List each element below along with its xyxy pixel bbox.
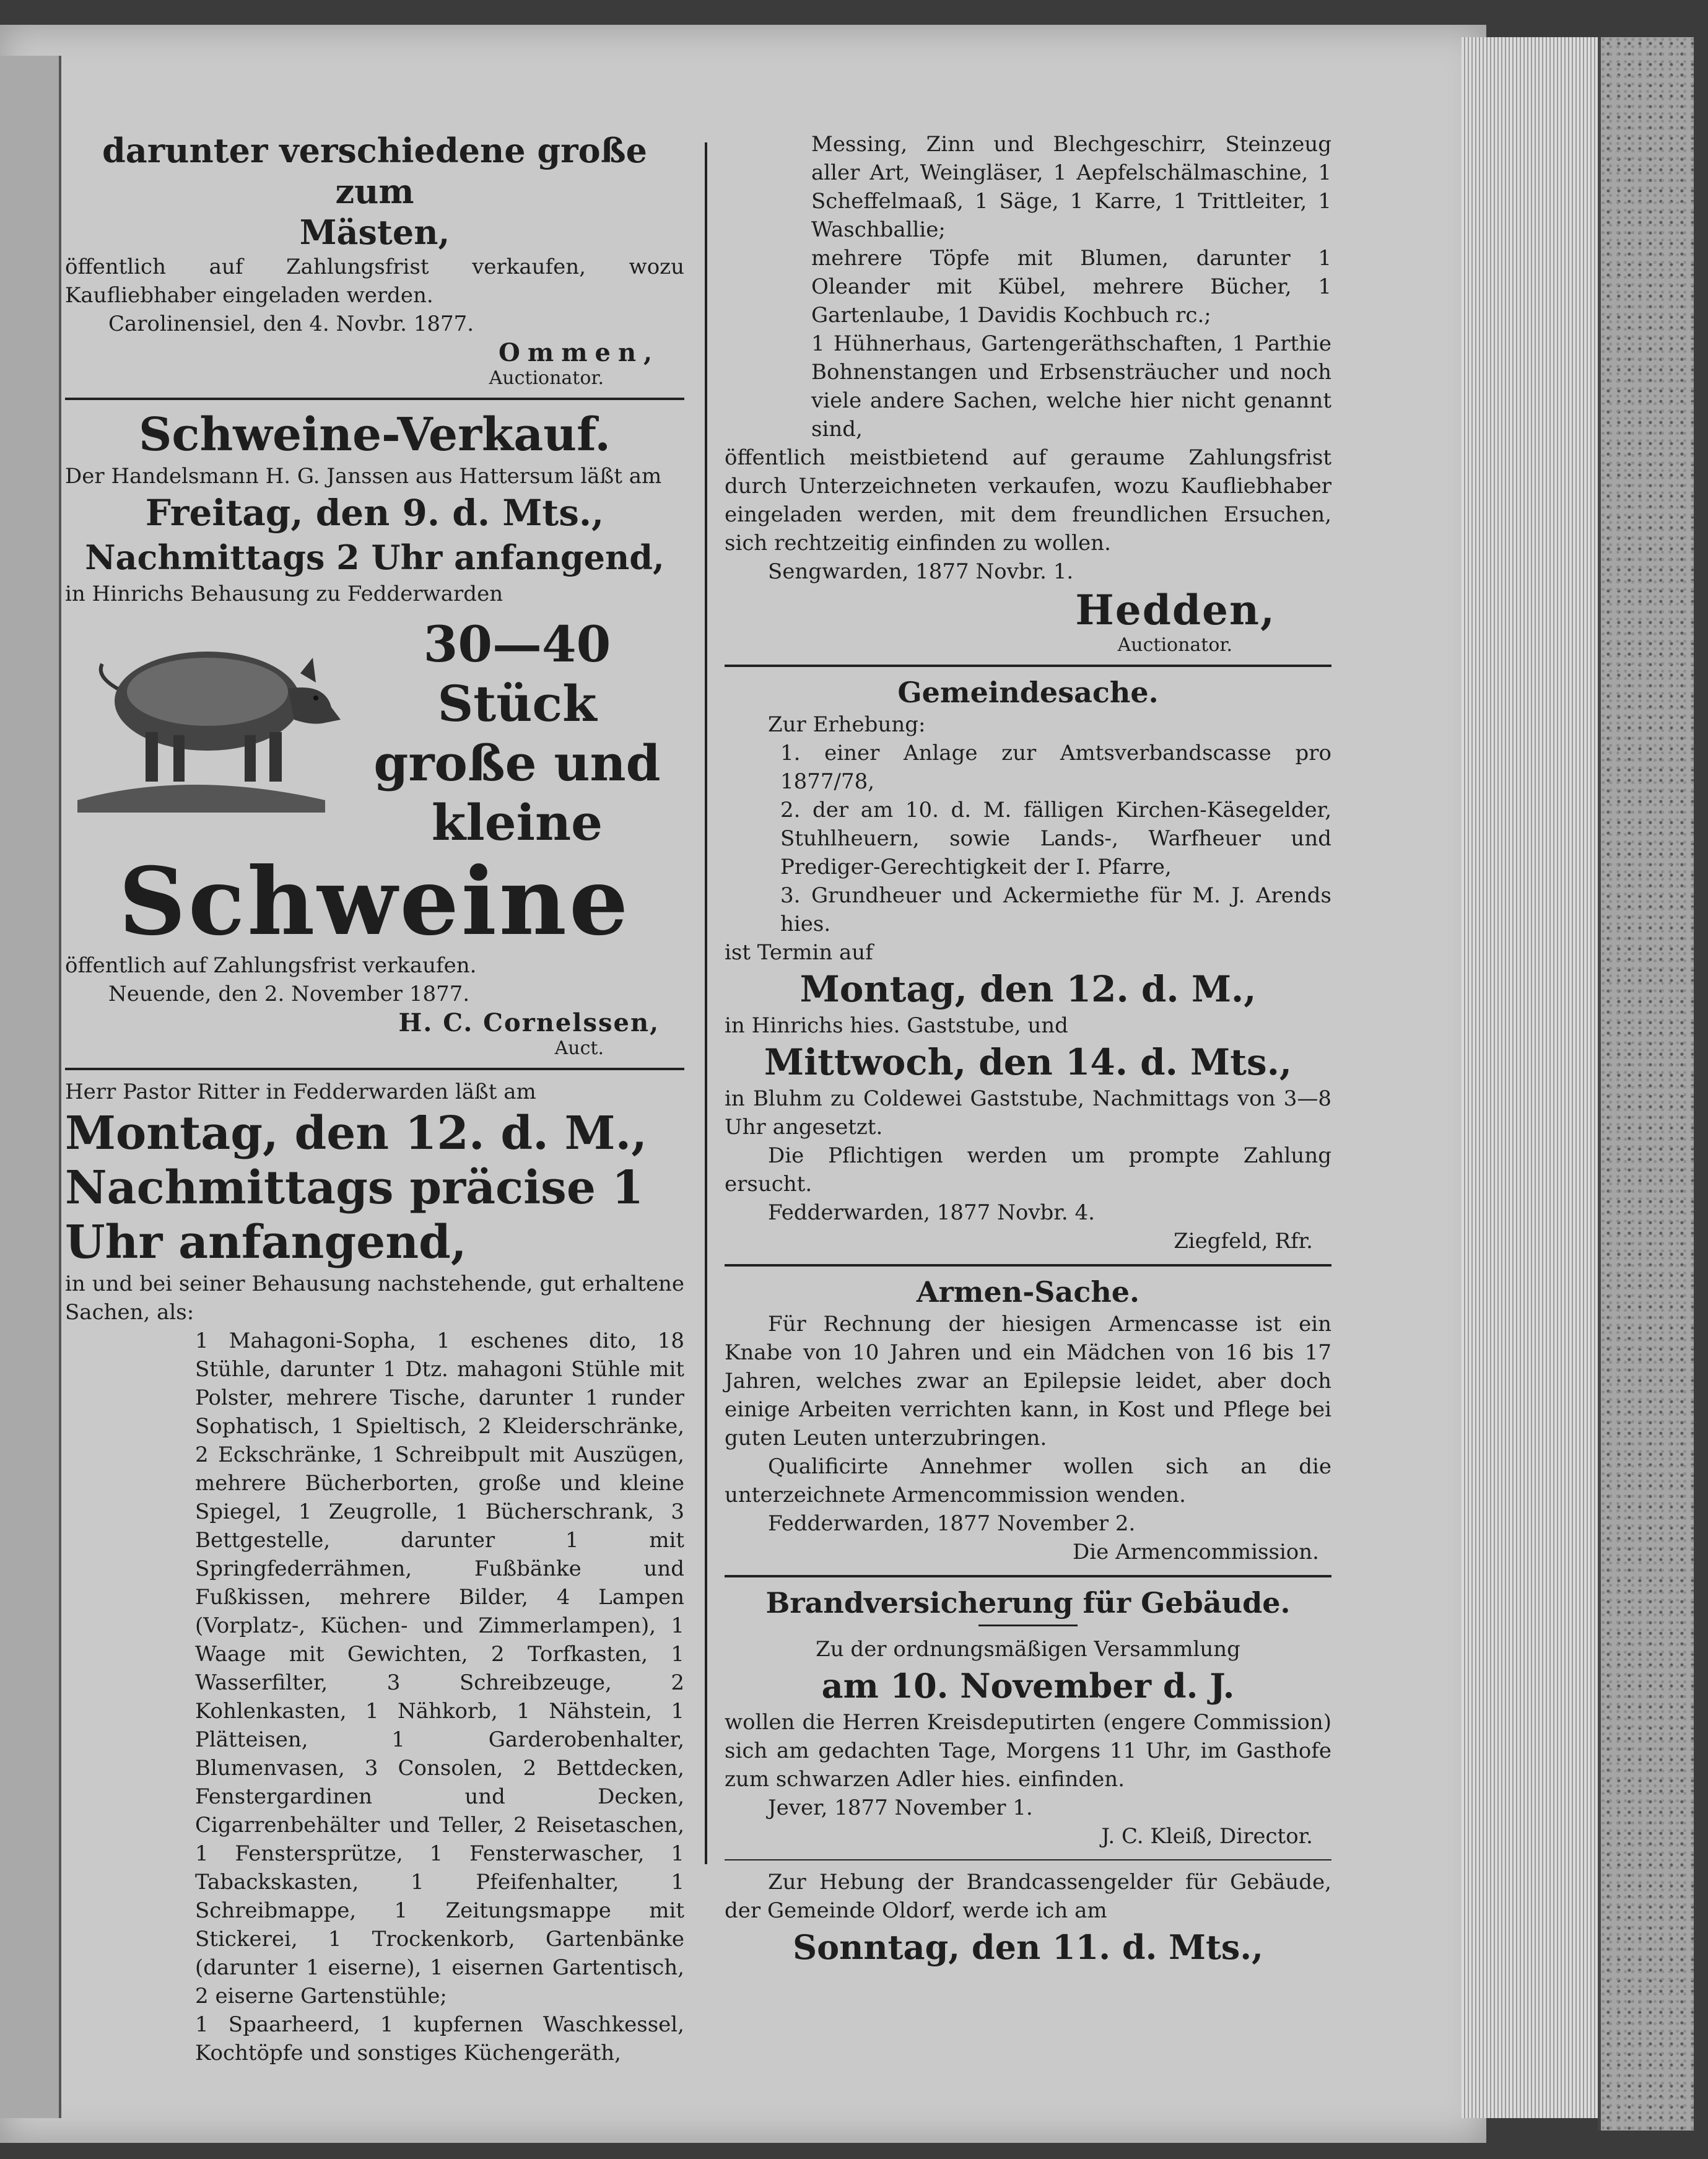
- notice-headline-2: Mästen,: [299, 212, 450, 252]
- notice-signature: Die Armencommission.: [1073, 1540, 1319, 1564]
- notice-place-date: Jever, 1877 November 1.: [768, 1795, 1033, 1820]
- separator: [725, 665, 1331, 667]
- notice-signature: Ommen,: [499, 338, 660, 367]
- notice-oldorf: [725, 1868, 1331, 1969]
- notice-role: Auctionator.: [489, 367, 604, 389]
- notice-signature: H. C. Cornelssen,: [398, 1008, 660, 1037]
- notice-body: Für Rechnung der hiesigen Armencasse ist ein Knabe von 10 Jahren und ein Mädchen von 16 bis 17 Jahren, welches zwar an Epilepsie leidet, aber doch einige Arbeiten verrichten kann, in Kost und Pflege bei guten Leuten unterzubringen.: [725, 1312, 1331, 1450]
- notice-termin: ist Termin auf: [725, 940, 873, 965]
- notice-date-line: Sonntag, den 11. d. Mts.,: [793, 1927, 1263, 1967]
- short-rule: [978, 1625, 1078, 1626]
- notice-date-line: Montag, den 12. d. M.,: [65, 1107, 648, 1160]
- notice-location: in Hinrichs hies. Gaststube, und: [725, 1013, 1068, 1038]
- section-title: Armen-Sache.: [916, 1275, 1140, 1309]
- schweine-heading: Schweine: [118, 847, 631, 956]
- notice-signature: Ziegfeld, Rfr.: [1174, 1229, 1313, 1254]
- separator: [65, 398, 684, 400]
- item-list: 1 Mahagoni-Sopha, 1 eschenes dito, 18 Stühle, darunter 1 Dtz. mahagoni Stühle mit Polster, mehrere Tische, darunter 1 runder Sophatisch, 1 Spieltisch, 2 Kleiderschränke, 2 Eckschränke, 1 Schreibpult mit Auszügen, mehrere Bücherborten, große und kleine Spiegel, 1 Zeugrolle, 1 Bücherschrank, 3 Bettgestelle, darunter 1 mit Springfederrähmen, Fußbänke und Fußkissen, mehrere Bilder, 4 Lampen (Vorplatz-, Küchen- und Zimmerlampen), 1 Waage mit Gewichten, 2 Torfkasten, 1 Wasserfilter, 3 Schreibzeuge, 2 Kohlenkasten, 1 Nähkorb, 1 Nähstein, 1 Plätteisen, 1 Garderobenhalter, Blumenvasen, 3 Consolen, 2 Bettdecken, Fenstergardinen und Decken, Cigarrenbehälter und Teller, 2 Reisetaschen, 1 Fenstersprütze, 1 Fensterwascher, 1 Tabackskasten, 1 Pfeifenhalter, 1 Schreibmappe, 1 Zeitungsmappe mit Stickerei, 1 Trockenkorb, Gartenbänke (darunter 1 eiserne), 1 eisernen Gartentisch, 2 eiserne Gartenstühle;: [195, 1328, 684, 2009]
- notice-intro: Zur Erhebung:: [768, 712, 926, 737]
- pig-illustration-icon: [65, 614, 350, 825]
- pig-text: [350, 614, 684, 852]
- pig-block: [65, 614, 684, 852]
- notice-gemeindesache: [725, 674, 1331, 1255]
- notice-date-line: Freitag, den 9. d. Mts.,: [145, 492, 604, 534]
- notice-intro: Der Handelsmann H. G. Janssen aus Hattersum läßt am: [65, 464, 662, 489]
- notice-role: Auct.: [554, 1037, 604, 1059]
- separator: [725, 1859, 1331, 1860]
- list-item-2: 2. der am 10. d. M. fälligen Kirchen-Käsegelder, Stuhlheuern, sowie Lands-, Warfheuer und Prediger-Gerechtigkeit der I. Pfarre,: [780, 798, 1331, 879]
- item-list-2: mehrere Töpfe mit Blumen, darunter 1 Oleander mit Kübel, mehrere Bücher, 1 Gartenlaube, 1 Davidis Kochbuch rc.;: [811, 246, 1331, 328]
- notice-date-line-2: Mittwoch, den 14. d. Mts.,: [764, 1041, 1292, 1083]
- notice-place-date: Neuende, den 2. November 1877.: [108, 982, 470, 1006]
- separator: [725, 1264, 1331, 1267]
- size-line-2: kleine: [431, 793, 603, 852]
- section-title: Gemeindesache.: [897, 676, 1159, 709]
- notice-title: Schweine-Verkauf.: [138, 408, 611, 461]
- notice-date-line: Montag, den 12. d. M.,: [800, 968, 1257, 1010]
- notice-time-line-2: Uhr anfangend,: [65, 1216, 467, 1269]
- notice-place-date: Sengwarden, 1877 Novbr. 1.: [768, 559, 1074, 584]
- item-list: Messing, Zinn und Blechgeschirr, Steinzeug aller Art, Weingläser, 1 Aepfelschälmaschine, 1 Scheffelmaaß, 1 Säge, 1 Karre, 1 Trittleiter, 1 Waschballie;: [811, 132, 1331, 242]
- notice-body: in und bei seiner Behausung nachstehende, gut erhaltene Sachen, als:: [65, 1271, 684, 1325]
- notice-body: öffentlich auf Zahlungsfrist verkaufen.: [65, 953, 477, 978]
- notice-intro: Herr Pastor Ritter in Fedderwarden läßt am: [65, 1080, 536, 1104]
- notice-location: in Hinrichs Behausung zu Fedderwarden: [65, 582, 503, 606]
- previous-page-edge: [0, 56, 61, 2118]
- separator: [65, 1068, 684, 1070]
- notice-date-line: am 10. November d. J.: [821, 1666, 1235, 1706]
- item-list-2: 1 Spaarheerd, 1 kupfernen Waschkessel, Kochtöpfe und sonstiges Küchengeräth,: [195, 2012, 684, 2065]
- notice-role: Auctionator.: [1117, 634, 1232, 656]
- column-divider: [705, 142, 707, 1864]
- notice-intro: Zu der ordnungsmäßigen Versammlung: [816, 1637, 1240, 1662]
- notice-time-line: Nachmittags präcise 1: [65, 1161, 644, 1215]
- notice-location-2: in Bluhm zu Coldewei Gaststube, Nachmittags von 3—8 Uhr angesetzt.: [725, 1086, 1331, 1140]
- notice-place-date: Fedderwarden, 1877 Novbr. 4.: [768, 1200, 1095, 1225]
- notice-schweine-verkauf: [65, 408, 684, 1059]
- page-stack-edges: [1462, 37, 1598, 2118]
- book-cover-edge: [1598, 37, 1694, 2131]
- notice-body: Zur Hebung der Brandcassengelder für Gebäude, der Gemeinde Oldorf, werde ich am: [725, 1870, 1331, 1923]
- notice-body: öffentlich meistbietend auf geraume Zahlungsfrist durch Unterzeichneten verkaufen, wozu Kaufliebhaber eingeladen werden, mit dem freundlichen Ersuchen, sich rechtzeitig einfinden zu wollen.: [725, 445, 1331, 556]
- left-column: [65, 130, 684, 2067]
- notice-place-date: Fedderwarden, 1877 November 2.: [768, 1511, 1136, 1536]
- section-title: Brandversicherung für Gebäude.: [765, 1586, 1291, 1620]
- notice-signature: Hedden,: [1075, 586, 1276, 634]
- notice-pastor-ritter: [65, 1078, 684, 2067]
- notice-body: öffentlich auf Zahlungsfrist verkaufen, wozu Kaufliebhaber eingeladen werden.: [65, 255, 684, 308]
- item-list-3: 1 Hühnerhaus, Gartengeräthschaften, 1 Parthie Bohnenstangen und Erbsensträucher und noch viele andere Sachen, welche hier nicht genannt sind,: [811, 331, 1331, 442]
- notice-hedden: [725, 130, 1331, 656]
- right-column: [725, 130, 1331, 1969]
- quantity-line: 30—40 Stück: [423, 615, 611, 733]
- notice-signature: J. C. Kleiß, Director.: [1101, 1824, 1313, 1849]
- notice-note: Die Pflichtigen werden um prompte Zahlung ersucht.: [725, 1143, 1331, 1197]
- notice-ommen: [65, 130, 684, 389]
- separator: [725, 1575, 1331, 1577]
- notice-body-2: Qualificirte Annehmer wollen sich an die unterzeichnete Armencommission wenden.: [725, 1454, 1331, 1507]
- list-item-1: 1. einer Anlage zur Amtsverbandscasse pro 1877/78,: [780, 741, 1331, 794]
- notice-brandversicherung: [725, 1585, 1331, 1851]
- notice-armen-sache: [725, 1274, 1331, 1566]
- notice-body: wollen die Herren Kreisdeputirten (engere Commission) sich am gedachten Tage, Morgens 11 Uhr, im Gasthofe zum schwarzen Adler hies. einfinden.: [725, 1710, 1331, 1792]
- notice-place-date: Carolinensiel, den 4. Novbr. 1877.: [108, 312, 474, 336]
- notice-time-line: Nachmittags 2 Uhr anfangend,: [85, 538, 664, 577]
- size-line: große und: [373, 734, 661, 792]
- list-item-3: 3. Grundheuer und Ackermiethe für M. J. Arends hies.: [780, 883, 1331, 936]
- notice-headline: darunter verschiedene große zum: [102, 131, 647, 211]
